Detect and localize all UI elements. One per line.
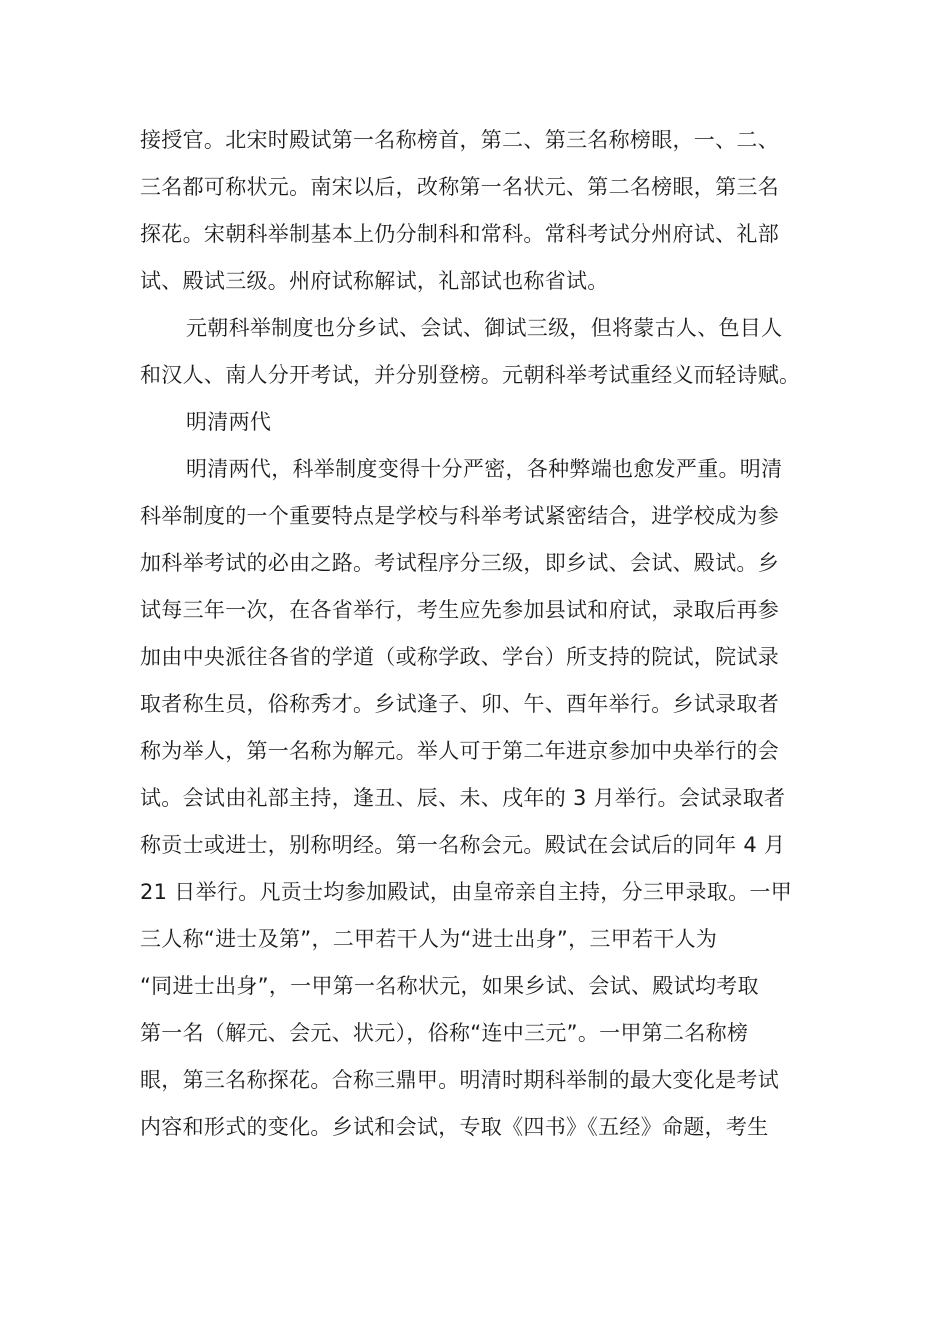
text-line: 探花。宋朝科举制基本上仍分制科和常科。常科考试分州府试、礼部: [140, 222, 779, 246]
text-line: 元朝科举制度也分乡试、会试、御试三级，但将蒙古人、色目人: [186, 316, 783, 340]
text-line: 试每三年一次，在各省举行，考生应先参加县试和府试，录取后再参: [140, 598, 779, 622]
text-line: 21 日举行。凡贡士均参加殿试，由皇帝亲自主持，分三甲录取。一甲: [140, 880, 792, 904]
text-line: 明清两代，科举制度变得十分严密，各种弊端也愈发严重。明清: [186, 457, 783, 481]
text-line: 科举制度的一个重要特点是学校与科举考试紧密结合，进学校成为参: [140, 504, 779, 528]
text-line: 试。会试由礼部主持，逢丑、辰、未、戌年的 3 月举行。会试录取者: [140, 786, 786, 810]
paragraph-song-dynasty: [140, 117, 820, 305]
text-line: 三名都可称状元。南宋以后，改称第一名状元、第二名榜眼，第三名: [140, 175, 779, 199]
text-line: 加科举考试的必由之路。考试程序分三级，即乡试、会试、殿试。乡: [140, 551, 779, 575]
text-line: 和汉人、南人分开考试，并分别登榜。元朝科举考试重经义而轻诗赋。: [140, 363, 801, 387]
section-heading-ming-qing: [140, 399, 820, 446]
text-line: 取者称生员，俗称秀才。乡试逢子、卯、午、酉年举行。乡试录取者: [140, 692, 779, 716]
text-line: 第一名（解元、会元、状元），俗称“连中三元”。一甲第二名称榜: [140, 1021, 749, 1045]
text-line: 眼，第三名称探花。合称三鼎甲。明清时期科举制的最大变化是考试: [140, 1068, 779, 1092]
text-line: 称为举人，第一名称为解元。举人可于第二年进京参加中央举行的会: [140, 739, 779, 763]
text-line: 加由中央派往各省的学道（或称学政、学台）所支持的院试，院试录: [140, 645, 779, 669]
text-line: 三人称“进士及第”，二甲若干人为“进士出身”，三甲若干人为: [140, 927, 718, 951]
paragraph-ming-qing: [140, 446, 820, 1151]
text-line: 称贡士或进士，别称明经。第一名称会元。殿试在会试后的同年 4 月: [140, 833, 786, 857]
document-body: [140, 117, 820, 1151]
text-line: 内容和形式的变化。乡试和会试，专取《四书》《五经》命题，考生: [140, 1115, 769, 1139]
paragraph-yuan-dynasty: [140, 305, 820, 399]
section-heading-text: 明清两代: [186, 410, 272, 434]
text-line: “同进士出身”，一甲第一名称状元，如果乡试、会试、殿试均考取: [140, 974, 759, 998]
text-line: 接授官。北宋时殿试第一名称榜首，第二、第三名称榜眼，一、二、: [140, 128, 779, 152]
text-line: 试、殿试三级。州府试称解试，礼部试也称省试。: [140, 269, 609, 293]
